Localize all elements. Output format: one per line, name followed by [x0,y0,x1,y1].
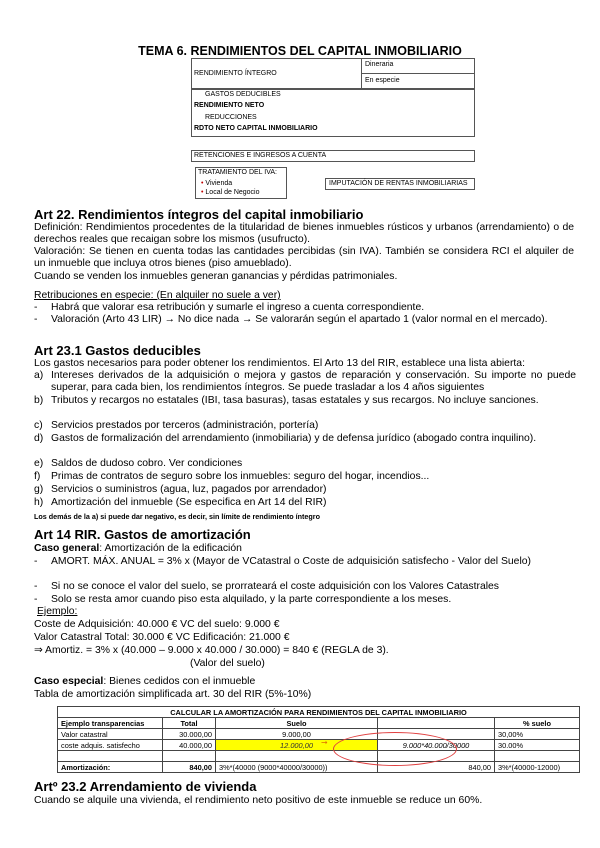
schema-iva-vivienda: Vivienda [205,180,233,187]
schema-iva-local: Local de Negocio [205,189,260,196]
list-item: d) Gastos de formalización del arrendamiento (inmobiliaria) y de defensa jurídico (abogado contra inquilino). [34,433,537,444]
highlight-oval [333,732,457,766]
arrow-icon: ➞ [321,738,328,747]
table-row: Valor catastral 30.000,00 9.000,00 30,00% [58,729,580,740]
art22-definicion: Definición: Rendimientos procedentes de la titularidad de bienes inmuebles rústicos y urbanos (arrendamiento) o de derechos reales que recaigan sobre los mismos (usufructo). [34,222,574,246]
art14-b2: - Si no se conoce el valor del suelo, se prorrateará el coste adquisición con los Valores Catastrales [34,581,499,592]
ejemplo-line4: (Valor del suelo) [190,658,265,669]
art14-heading: Art 14 RIR. Gastos de amortización [34,527,251,542]
ejemplo-line2: Valor Catastral Total: 30.000 € VC Edificación: 21.000 € [34,632,290,643]
list-item: e) Saldos de dudoso cobro. Ver condiciones [34,458,243,469]
art23-intro: Los gastos necesarios para poder obtener los rendimientos. El Arto 13 del RIR, establece una lista abierta: [34,358,525,369]
art23-note: Los demás de la a) si puede dar negativo, es decir, sin límite de rendimiento íntegro [34,512,320,521]
art22-ret1: - Habrá que valorar esa retribución y sumarle el ingreso a cuenta correspondiente. [34,302,425,313]
schema-imputacion: IMPUTACIÓN DE RENTAS INMOBILIARIAS [329,180,468,187]
caso-especial: Caso especial: Bienes cedidos con el inmueble [34,676,256,687]
ejemplo-line3: ⇒ Amortiz. = 3% x (40.000 – 9.000 x 40.000 / 30.000) = 840 € (REGLA de 3). [34,645,389,656]
table-title: CALCULAR LA AMORTIZACIÓN PARA RENDIMIENTOS DEL CAPITAL INMOBILIARIO [58,707,580,718]
schema-reducciones: REDUCCIONES [205,114,257,121]
list-item: c) Servicios prestados por terceros (administración, portería) [34,420,319,431]
schema-rendimiento-integro: RENDIMIENTO ÍNTEGRO [194,70,277,77]
list-item: h) Amortización del inmueble (Se especifica en Art 14 del RIR) [34,497,327,508]
art23-heading: Art 23.1 Gastos deducibles [34,343,201,358]
page-title: TEMA 6. RENDIMIENTOS DEL CAPITAL INMOBILIARIO [138,44,462,58]
schema-neto: RENDIMIENTO NETO [194,102,265,109]
tabla-intro: Tabla de amortización simplificada art. 30 del RIR (5%-10%) [34,689,312,700]
schema-retenciones: RETENCIONES E INGRESOS A CUENTA [194,152,327,159]
caso-general: Caso general: Amortización de la edificación [34,543,242,554]
schema-neto-capital: RDTO NETO CAPITAL INMOBILIARIO [194,125,318,132]
art14-b1: - AMORT. MÁX. ANUAL = 3% x (Mayor de VCatastral o Coste de adquisición satisfecho - Valor del Suelo) [34,556,532,567]
list-item: a) Intereses derivados de la adquisición o mejora y gastos de reparación y conservación. Su importe no puede superar, para cada bien, los rendimientos íntegros. Se puede trasladar a los 4 años siguientes [34,370,576,394]
table-row: Ejemplo transparencias Total Suelo % suelo [58,718,580,729]
art232-text: Cuando se alquile una vivienda, el rendimiento neto positivo de este inmueble se reduce un 60%. [34,795,483,806]
table-row: Amortización: 840,00 3%*(40000 (9000*40000/30000)) 840,00 3%*(40000-12000) [58,762,580,773]
list-item: g) Servicios o suministros (agua, luz, pagados por arrendador) [34,484,327,495]
art22-ret2: - Valoración (Arto 43 LIR) → No dice nada → Se valorarán según el apartado 1 (valor normal en el mercado). [34,314,548,325]
art14-b3: - Solo se resta amor cuando piso esta alquilado, y la parte correspondiente a los meses. [34,594,452,605]
schema-gastos: GASTOS DEDUCIBLES [205,91,281,98]
ejemplo-label: Ejemplo: [37,606,78,617]
art22-retribuciones: Retribuciones en especie: (En alquiler no suele a ver) [34,290,281,301]
art22-heading: Art 22. Rendimientos íntegros del capital inmobiliario [34,207,364,222]
list-item: b) Tributos y recargos no estatales (IBI, tasa basuras), tasas estatales y sus recargos. No incluye sanciones. [34,395,539,406]
table-row: coste adquis. satisfecho 40.000,00 12.000,00 9.000*40.000/30000 30.00% [58,740,580,751]
amortization-table [57,706,580,773]
schema-iva-title: TRATAMIENTO DEL IVA: [198,169,277,176]
ejemplo-line1: Coste de Adquisición: 40.000 € VC del suelo: 9.000 € [34,619,280,630]
art232-heading: Artº 23.2 Arrendamiento de vivienda [34,779,257,794]
schema-en-especie: En especie [365,77,400,84]
art22-venta: Cuando se venden los inmuebles generan ganancias y pérdidas patrimoniales. [34,271,398,282]
list-item: f) Primas de contratos de seguro sobre los inmuebles: seguro del hogar, incendios... [34,471,430,482]
art22-valoracion: Valoración: Se tienen en cuenta todas las cantidades percibidas (sin IVA). También se considera RCI el alquiler de un inmueble que incluya otros bienes (piso amueblado). [34,246,574,270]
schema-dineraria: Dineraria [365,61,394,68]
